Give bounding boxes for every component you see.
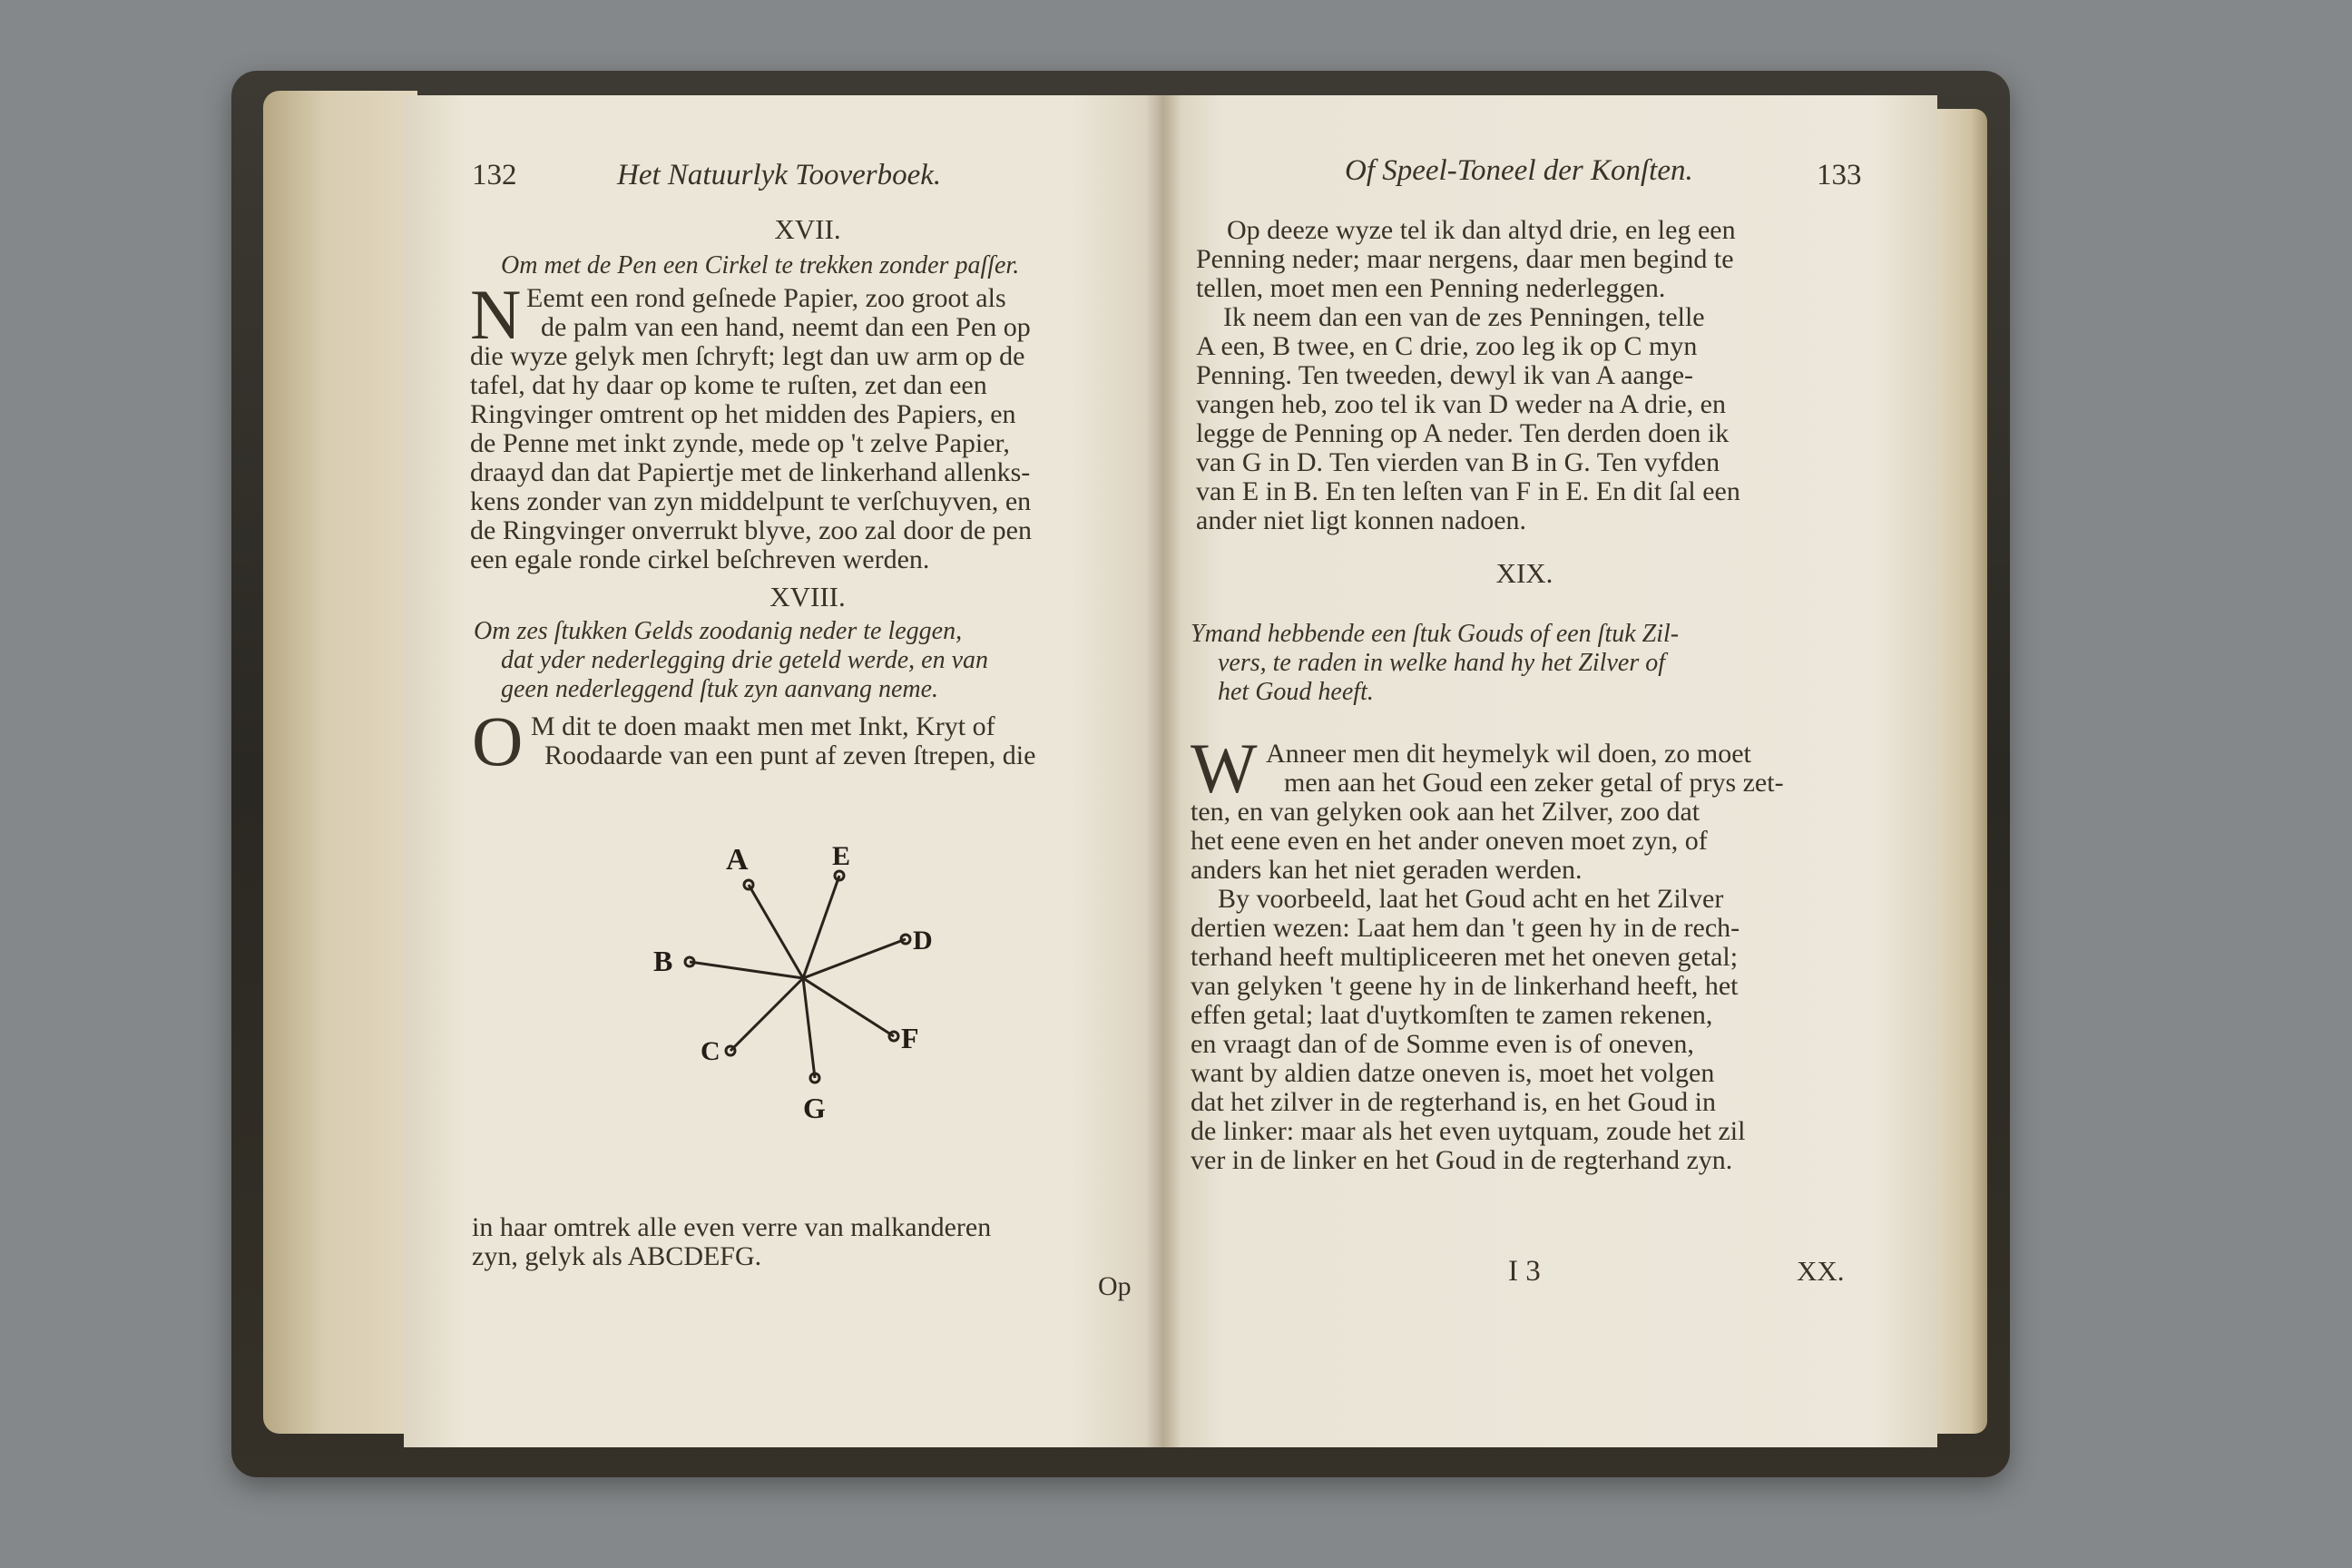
section-17-line: tafel, dat hy daar op kome te ruſten, zet dan een bbox=[470, 370, 987, 400]
line-a bbox=[749, 885, 803, 978]
right-top-line: van G in D. Ten vierden van B in G. Ten vyfden bbox=[1196, 447, 1720, 477]
section-19-line: terhand heeft multipliceeren met het oneven getal; bbox=[1191, 942, 1739, 972]
label-g: G bbox=[803, 1092, 826, 1124]
section-18-title: geen nederleggend ſtuk zyn aanvang neme. bbox=[501, 675, 939, 703]
section-19-line: Anneer men dit heymelyk wil doen, zo moet bbox=[1266, 739, 1751, 769]
right-top-line: Penning. Ten tweeden, dewyl ik van A aange- bbox=[1196, 360, 1694, 390]
section-19-line: men aan het Goud een zeker getal of prys zet- bbox=[1284, 768, 1784, 798]
right-page-edges bbox=[1933, 109, 1987, 1434]
section-17-line: de palm van een hand, neemt dan een Pen op bbox=[541, 312, 1031, 342]
section-17-line: een egale ronde cirkel beſchreven werden. bbox=[470, 544, 930, 574]
line-e bbox=[803, 876, 839, 978]
section-19-line: ten, en van gelyken ook aan het Zilver, zoo dat bbox=[1191, 797, 1700, 827]
after-diagram-line: zyn, gelyk als ABCDEFG. bbox=[472, 1241, 762, 1271]
section-19-line: de linker: maar als het even uytquam, zoude het zil bbox=[1191, 1116, 1746, 1146]
label-b: B bbox=[653, 945, 673, 977]
section-18-heading: XVIII. bbox=[769, 581, 846, 612]
section-17-line: de Penne met inkt zynde, mede op 't zelve Papier, bbox=[470, 428, 1010, 458]
section-19-line: By voorbeeld, laat het Goud acht en het Zilver bbox=[1218, 884, 1724, 914]
line-b bbox=[690, 962, 803, 978]
right-top-line: van E in B. En ten leſten van F in E. En dit ſal een bbox=[1196, 476, 1740, 506]
line-g bbox=[803, 978, 815, 1078]
section-17-title: Om met de Pen een Cirkel te trekken zonder paſſer. bbox=[501, 251, 1020, 279]
left-running-head: Het Natuurlyk Tooverboek. bbox=[617, 159, 942, 191]
label-d: D bbox=[913, 926, 933, 956]
right-top-line: A een, B twee, en C drie, zoo leg ik op C myn bbox=[1196, 331, 1698, 361]
label-e: E bbox=[832, 841, 851, 871]
section-17-line: Eemt een rond geſnede Papier, zoo groot als bbox=[526, 283, 1006, 313]
left-catchword: Op bbox=[1098, 1271, 1132, 1301]
section-18-title: Om zes ſtukken Gelds zoodanig neder te leggen, bbox=[474, 617, 963, 645]
section-18-title: dat yder nederlegging drie geteld werde, en van bbox=[501, 646, 989, 674]
line-d bbox=[803, 939, 906, 978]
section-19-line: anders kan het niet geraden werden. bbox=[1191, 855, 1583, 885]
section-17-line: kens zonder van zyn middelpunt te verſchuyven, en bbox=[470, 486, 1032, 516]
right-catchword: XX. bbox=[1797, 1255, 1845, 1287]
label-c: C bbox=[701, 1036, 720, 1066]
left-page-number: 132 bbox=[472, 159, 517, 191]
section-19-drop-cap: W bbox=[1191, 729, 1258, 808]
section-19-line: effen getal; laat d'uytkomſten te zamen rekenen, bbox=[1191, 1000, 1713, 1030]
section-17-line: die wyze gelyk men ſchryft; legt dan uw arm op de bbox=[470, 341, 1025, 371]
section-19-heading: XIX. bbox=[1495, 557, 1553, 589]
signature-mark: I 3 bbox=[1508, 1255, 1541, 1288]
right-top-line: legge de Penning op A neder. Ten derden doen ik bbox=[1196, 418, 1730, 448]
right-top-line: vangen heb, zoo tel ik van D weder na A drie, en bbox=[1196, 389, 1726, 419]
section-19-line: dertien wezen: Laat hem dan 't geen hy in de rech- bbox=[1191, 913, 1740, 943]
after-diagram-line: in haar omtrek alle even verre van malkanderen bbox=[472, 1212, 992, 1242]
line-c bbox=[730, 978, 803, 1051]
right-top-line: tellen, moet men een Penning nederleggen. bbox=[1196, 273, 1666, 303]
section-19-title: Ymand hebbende een ſtuk Gouds of een ſtuk Zil- bbox=[1191, 620, 1680, 648]
section-19-line: ver in de linker en het Goud in de regterhand zyn. bbox=[1191, 1145, 1733, 1175]
section-17-drop-cap: N bbox=[470, 275, 522, 354]
right-top-line: Penning neder; maar nergens, daar men begind te bbox=[1196, 244, 1734, 274]
section-18-line: Roodaarde van een punt af zeven ſtrepen, die bbox=[544, 740, 1036, 770]
section-19-line: het eene even en het ander oneven moet zyn, of bbox=[1191, 826, 1708, 856]
right-page-number: 133 bbox=[1817, 159, 1862, 191]
section-17-line: draayd dan dat Papiertje met de linkerhand allenks- bbox=[470, 457, 1031, 487]
section-19-line: want by aldien datze oneven is, moet het volgen bbox=[1191, 1058, 1715, 1088]
label-f: F bbox=[901, 1022, 919, 1054]
section-17-line: Ringvinger omtrent op het midden des Papiers, en bbox=[470, 399, 1016, 429]
label-a: A bbox=[726, 843, 749, 877]
section-19-line: van gelyken 't geene hy in de linkerhand heeft, het bbox=[1191, 971, 1739, 1001]
book-gutter bbox=[1145, 95, 1181, 1447]
section-18-line: M dit te doen maakt men met Inkt, Kryt of bbox=[531, 711, 995, 741]
section-17-line: de Ringvinger onverrukt blyve, zoo zal door de pen bbox=[470, 515, 1032, 545]
seven-lines-diagram bbox=[635, 835, 980, 1134]
section-19-line: en vraagt dan of de Somme even is of oneven, bbox=[1191, 1029, 1694, 1059]
right-top-line: ander niet ligt konnen nadoen. bbox=[1196, 505, 1527, 535]
section-18-drop-cap: O bbox=[472, 701, 524, 780]
line-f bbox=[803, 978, 894, 1036]
section-19-title: vers, te raden in welke hand hy het Zilver of bbox=[1218, 649, 1665, 677]
section-19-title: het Goud heeft. bbox=[1218, 678, 1374, 706]
right-running-head: Of Speel-Toneel der Konſten. bbox=[1345, 154, 1693, 187]
section-17-heading: XVII. bbox=[774, 213, 841, 245]
section-19-line: dat het zilver in de regterhand is, en het Goud in bbox=[1191, 1087, 1716, 1117]
left-page-edges bbox=[263, 91, 417, 1434]
right-top-line: Ik neem dan een van de zes Penningen, telle bbox=[1223, 302, 1705, 332]
right-top-line: Op deeze wyze tel ik dan altyd drie, en leg een bbox=[1227, 215, 1736, 245]
